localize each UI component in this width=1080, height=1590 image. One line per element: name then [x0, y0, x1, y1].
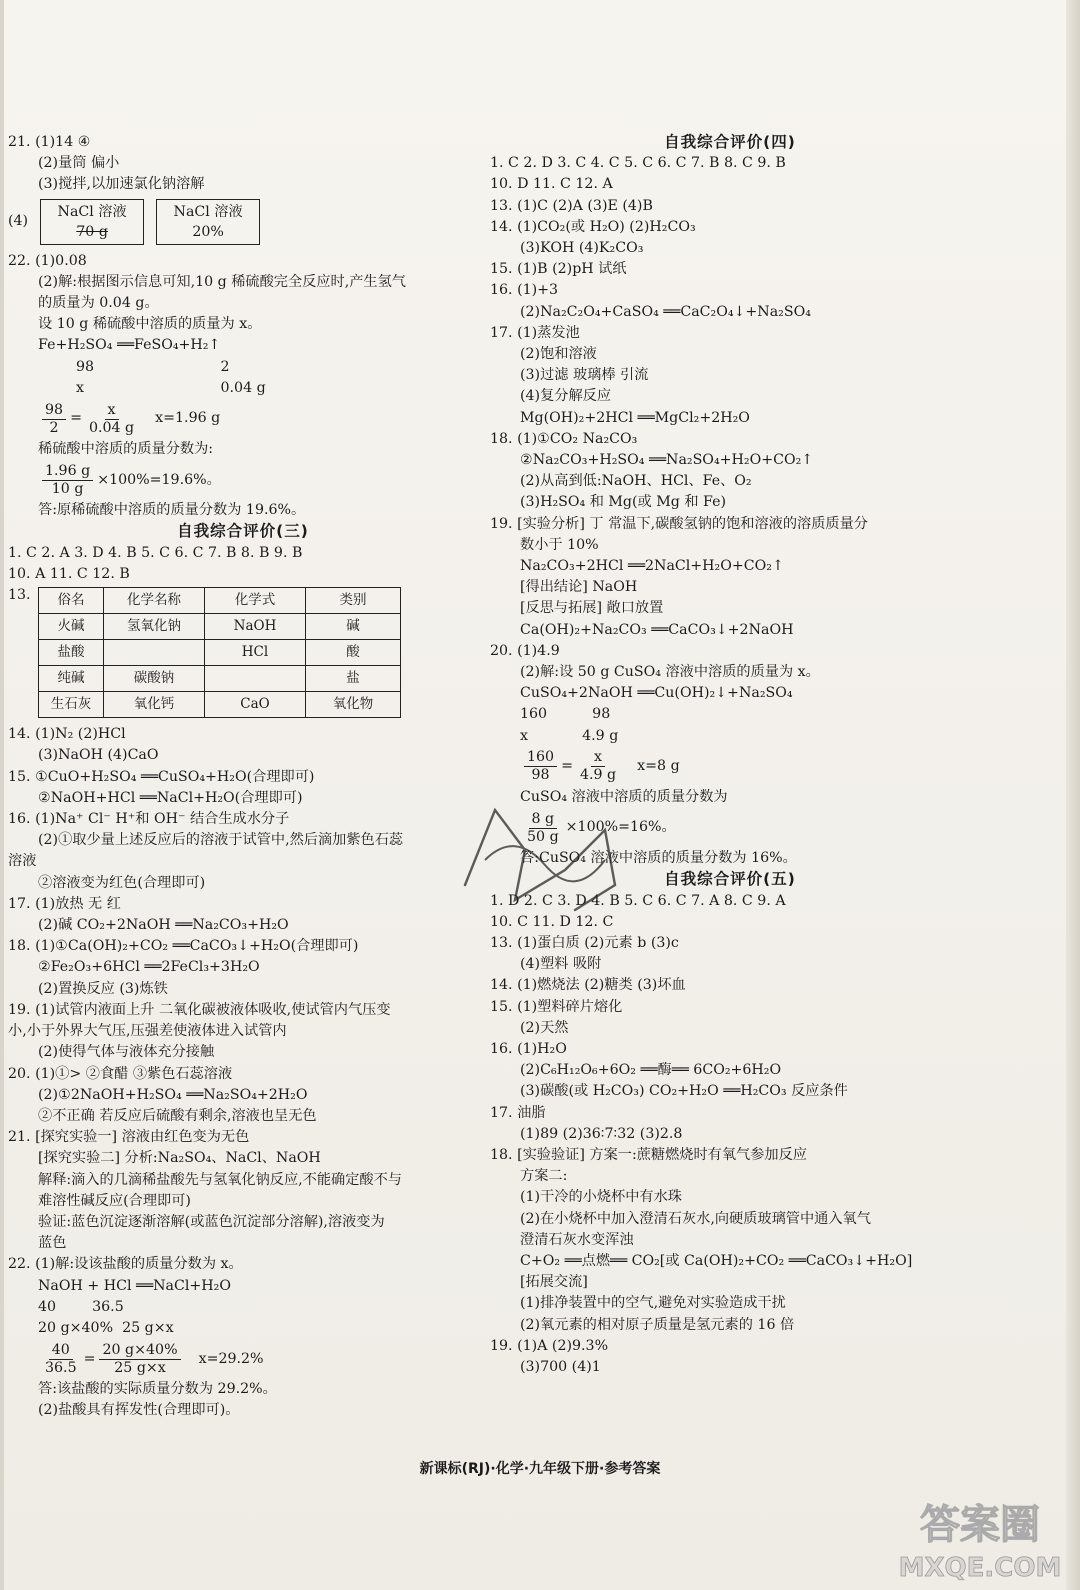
handwritten-stamp-icon	[455, 790, 625, 920]
percent-calc	[8, 460, 478, 500]
answer-line: 1. C 2. D 3. C 4. C 5. C 6. C 7. B 8. C 9. B	[490, 155, 786, 172]
box-top: NaCl 溶液	[57, 203, 127, 220]
page-edge-right	[1066, 0, 1080, 1590]
equation-line: (2)C₆H₁₂O₆+6O₂ ══酶══ 6CO₂+6H₂O	[520, 1062, 782, 1079]
answer-line: (2)①2NaOH+H₂SO₄ ══Na₂SO₄+2H₂O	[38, 1086, 308, 1103]
answer-line: (3)KOH (4)K₂CO₃	[520, 240, 644, 257]
table-header: 化学名称	[104, 588, 205, 614]
answer-line: (3)过滤 玻璃棒 引流	[520, 367, 649, 384]
answer-line: 15. (1)塑料碎片熔化	[490, 998, 623, 1015]
equals-sign: =	[561, 758, 573, 775]
table-cell: 碳酸钠	[104, 666, 205, 692]
answer-line: 验证:蓝色沉淀逐渐溶解(或蓝色沉淀部分溶解),溶液变为	[38, 1213, 385, 1230]
numerator: x	[105, 402, 119, 420]
answer-line: (3)碳酸(或 H₂CO₃) CO₂+H₂O ══H₂CO₃ 反应条件	[520, 1083, 848, 1100]
label-box-percent	[156, 199, 260, 245]
numerator: 20 g×40%	[99, 1342, 180, 1360]
box-top: NaCl 溶液	[173, 203, 243, 220]
proportion	[8, 1339, 478, 1379]
answer-line: ②不正确 若反应后硫酸有剩余,溶液也呈无色	[38, 1107, 317, 1124]
table-cell	[104, 640, 205, 666]
numerator: 98	[42, 402, 66, 420]
answer-line: (3)搅拌,以加速氯化钠溶解	[38, 176, 205, 193]
equation-line: Fe+H₂SO₄ ══FeSO₄+H₂↑	[38, 337, 221, 354]
answer-line: Ca(OH)₂+Na₂CO₃ ══CaCO₃↓+2NaOH	[520, 621, 794, 638]
answer-line: 14. (1)燃烧法 (2)糖类 (3)坏血	[490, 977, 686, 994]
numerator: x	[591, 749, 605, 767]
answer-line: 1. C 2. A 3. D 4. B 5. C 6. C 7. B 8. B 9. B	[8, 544, 303, 561]
table-cell: HCl	[205, 640, 306, 666]
answer-line: (2)使得气体与液体充分接触	[38, 1044, 215, 1061]
answer-line: (2)量筒 偏小	[38, 155, 120, 172]
table-cell: 盐	[306, 666, 401, 692]
table-header: 俗名	[39, 588, 104, 614]
answer-line: 18. [实验验证] 方案一:蔗糖燃烧时有氧气参加反应	[490, 1146, 807, 1163]
equation-line: NaOH + HCl ══NaCl+H₂O	[38, 1277, 231, 1294]
equals-sign: =	[83, 1350, 96, 1367]
answer-line: (2)从高到低:NaOH、HCl、Fe、O₂	[520, 473, 752, 490]
watermark-text: 答案圈	[920, 1502, 1040, 1548]
watermark-url: MXQE.COM	[898, 1553, 1062, 1583]
answer-line: (2)Na₂C₂O₄+CaSO₄ ══CaC₂O₄↓+Na₂SO₄	[520, 303, 811, 320]
equation-values: 40 36.5	[38, 1298, 124, 1315]
numerator: 1.96 g	[42, 463, 93, 481]
answer-line: [得出结论] NaOH	[520, 579, 638, 596]
proportion	[8, 399, 478, 439]
answer-line: 17. 油脂	[490, 1104, 546, 1121]
fraction	[42, 1342, 80, 1377]
answer-line: ②Fe₂O₃+6HCl ══2FeCl₃+3H₂O	[38, 959, 260, 976]
answer-line: 14. (1)CO₂(或 H₂O) (2)H₂CO₃	[490, 218, 696, 235]
result: ×100%=16%。	[565, 819, 676, 836]
left-column	[8, 132, 478, 1422]
right-column	[490, 132, 970, 1378]
answer-line: 15. (1)B (2)pH 试纸	[490, 261, 627, 278]
answer-line: (2)盐酸具有挥发性(合理即可)。	[38, 1402, 240, 1419]
numerator: 40	[49, 1342, 73, 1360]
table-cell: NaOH	[205, 614, 306, 640]
answer-line: 1. D 2. C 3. D 4. B 5. C 6. C 7. A 8. C 9. A	[490, 892, 786, 909]
answer-line: [拓展交流]	[520, 1274, 588, 1291]
page-footer: 新课标(RJ)·化学·九年级下册·参考答案	[419, 1461, 661, 1477]
table-cell	[205, 666, 306, 692]
answer-line: (2)置换反应 (3)炼铁	[38, 980, 168, 997]
answer-line: 18. (1)①CO₂ Na₂CO₃	[490, 430, 638, 447]
left-lines	[8, 724, 478, 1339]
answer-line: 17. (1)蒸发池	[490, 324, 580, 341]
answer-line: 答:原稀硫酸中溶质的质量分数为 19.6%。	[38, 502, 306, 519]
table-cell: 氧化物	[306, 692, 401, 718]
answer-line: 方案二:	[520, 1168, 568, 1185]
answer-line: (2)在小烧杯中加入澄清石灰水,向硬质玻璃管中通入氧气	[520, 1210, 871, 1227]
answer-line: 的质量为 0.04 g。	[38, 295, 159, 312]
denominator: 10 g	[51, 480, 84, 497]
fraction	[42, 463, 93, 498]
answer-line: 答:该盐酸的实际质量分数为 29.2%。	[38, 1381, 277, 1398]
equation-values: 20 g×40% 25 g×x	[38, 1319, 174, 1336]
table-row	[39, 692, 401, 718]
table-cell: 氢氧化钠	[104, 614, 205, 640]
answer-line: (2)饱和溶液	[520, 346, 597, 363]
answer-line: ②溶液变为红色(合理即可)	[38, 874, 206, 891]
fraction	[42, 402, 66, 437]
answer-line: 20. (1)4.9	[490, 642, 560, 659]
unknown-value: x	[76, 379, 85, 396]
answer-line: 答:CuSO₄ 溶液中溶质的质量分数为 16%。	[520, 850, 797, 867]
label-boxes	[8, 196, 478, 251]
answer-line: 16. (1)H₂O	[490, 1040, 567, 1057]
answer-line: 解释:滴入的几滴稀盐酸先与氢氧化钠反应,不能确定酸不与	[38, 1171, 402, 1188]
box-bottom: 70 g	[76, 223, 108, 240]
section-title: 自我综合评价(五)	[664, 870, 796, 889]
answer-line: 蓝色	[38, 1235, 67, 1252]
table-cell: 盐酸	[39, 640, 104, 666]
answer-line: (1)干冷的小烧杯中有水珠	[520, 1189, 682, 1206]
section-title: 自我综合评价(四)	[664, 133, 796, 151]
answer-line: 15. ①CuO+H₂SO₄ ══CuSO₄+H₂O(合理即可)	[8, 768, 315, 785]
answer-line: (2)解:根据图示信息可知,10 g 稀硫酸完全反应时,产生氢气	[38, 273, 406, 290]
result: x=1.96 g	[155, 410, 221, 427]
fraction	[577, 749, 619, 784]
answer-line: [探究实验二] 分析:Na₂SO₄、NaCl、NaOH	[38, 1150, 321, 1167]
answer-line: (2)解:设 50 g CuSO₄ 溶液中溶质的质量为 x。	[520, 664, 820, 681]
denominator: 4.9 g	[579, 767, 617, 784]
fraction	[99, 1342, 180, 1377]
equation-values	[8, 357, 478, 378]
answer-line: (1)排净装置中的空气,避免对实验造成干扰	[520, 1295, 786, 1312]
answer-line: 稀硫酸中溶质的质量分数为:	[38, 441, 214, 458]
answer-line: 22. (1)解:设该盐酸的质量分数为 x。	[8, 1256, 243, 1273]
answer-line: 溶液	[8, 853, 37, 870]
proportion	[490, 747, 970, 787]
denominator: 2	[49, 419, 59, 436]
result: x=29.2%	[198, 1350, 264, 1367]
page-edge-left	[0, 0, 4, 1590]
answer-line: 难溶性碱反应(合理即可)	[38, 1192, 191, 1209]
box-bottom: 20%	[192, 223, 224, 240]
answer-line: (3)700 (4)1	[520, 1358, 601, 1375]
answer-line: (2)氧元素的相对原子质量是氢元素的 16 倍	[520, 1316, 795, 1333]
answer-line: 19. [实验分析] 丁 常温下,碳酸氢钠的饱和溶液的溶质质量分	[490, 515, 868, 532]
numerator: 8 g	[529, 811, 558, 829]
table-row	[39, 640, 401, 666]
table-cell: 酸	[306, 640, 401, 666]
answer-line: 13. (1)C (2)A (3)E (4)B	[490, 197, 653, 214]
table-cell: 火碱	[39, 614, 104, 640]
answer-line: 19. (1)试管内液面上升 二氧化碳被液体吸收,使试管内气压变	[8, 1001, 391, 1018]
answer-line: (4)塑料 吸附	[520, 956, 602, 973]
answer-line: 20. (1)①> ②食醋 ③紫色石蕊溶液	[8, 1065, 233, 1082]
answer-line: (2)天然	[520, 1019, 569, 1036]
answer-line: 18. (1)①Ca(OH)₂+CO₂ ══CaCO₃↓+H₂O(合理即可)	[8, 938, 359, 955]
table-cell: 生石灰	[39, 692, 104, 718]
table-header-row	[39, 588, 401, 614]
molar-value: 2	[220, 358, 230, 375]
watermark-logo-icon	[885, 1488, 1075, 1584]
answer-line: 22. (1)0.08	[8, 252, 87, 269]
answer-line: ②Na₂CO₃+H₂SO₄ ══Na₂SO₄+H₂O+CO₂↑	[520, 452, 814, 469]
equation-values	[8, 378, 478, 399]
table-cell: 纯碱	[39, 666, 104, 692]
fraction	[524, 749, 557, 784]
answer-line: CuSO₄ 溶液中溶质的质量分数为	[520, 788, 728, 805]
equation-line: C+O₂ ══点燃══ CO₂[或 Ca(OH)₂+CO₂ ══CaCO₃↓+H₂O]	[520, 1252, 913, 1269]
answer-line: 16. (1)Na⁺ Cl⁻ H⁺和 OH⁻ 结合生成水分子	[8, 811, 290, 828]
equals-sign: =	[70, 410, 82, 427]
answer-line: 小,小于外界大气压,压强差使液体进入试管内	[8, 1023, 287, 1040]
answer-line: 数小于 10%	[520, 536, 599, 553]
answer-line: 13.	[8, 587, 31, 604]
answer-line: (3)H₂SO₄ 和 Mg(或 Mg 和 Fe)	[520, 494, 727, 511]
chem-table	[38, 587, 401, 718]
known-value: 0.04 g	[220, 379, 266, 396]
answer-line: (1)89 (2)36∶7∶32 (3)2.8	[520, 1125, 683, 1142]
answer-line: [反思与拓展] 敞口放置	[520, 600, 664, 617]
equation-values: x 4.9 g	[520, 727, 619, 744]
answer-prefix: (4)	[8, 213, 29, 229]
answer-line: (3)NaOH (4)CaO	[38, 747, 159, 764]
answer-line: 19. (1)A (2)9.3%	[490, 1337, 609, 1354]
answer-line: 10. D 11. C 12. A	[490, 176, 613, 193]
answer-line: 设 10 g 稀硫酸中溶质的质量为 x。	[38, 316, 262, 333]
answer-line: (2)①取少量上述反应后的溶液于试管中,然后滴加紫色石蕊	[38, 832, 404, 849]
answer-line: ②NaOH+HCl ══NaCl+H₂O(合理即可)	[38, 789, 303, 806]
table-cell: 碱	[306, 614, 401, 640]
denominator: 0.04 g	[88, 419, 135, 436]
molar-value: 98	[76, 358, 95, 375]
denominator: 98	[531, 767, 550, 784]
answer-line: (2)碱 CO₂+2NaOH ══Na₂CO₃+H₂O	[38, 917, 289, 934]
denominator: 50 g	[527, 828, 559, 845]
fraction	[86, 402, 137, 437]
denominator: 36.5	[45, 1359, 77, 1376]
result: x=8 g	[637, 758, 680, 775]
table-row	[39, 666, 401, 692]
answer-line: 澄清石灰水变浑浊	[520, 1231, 634, 1248]
answer-line: Na₂CO₃+2HCl ══2NaCl+H₂O+CO₂↑	[520, 558, 784, 575]
equation-values: 160 98	[520, 706, 611, 723]
answer-line: 21. (1)14 ④	[8, 134, 91, 150]
answer-line: 10. A 11. C 12. B	[8, 565, 130, 582]
answer-line: 16. (1)+3	[490, 282, 559, 299]
answer-line: 14. (1)N₂ (2)HCl	[8, 726, 126, 743]
table-row	[39, 614, 401, 640]
answer-line: Mg(OH)₂+2HCl ══MgCl₂+2H₂O	[520, 409, 750, 426]
answer-line: (4)复分解反应	[520, 388, 612, 405]
result: ×100%=19.6%。	[97, 471, 221, 488]
answer-line: 10. C 11. D 12. C	[490, 913, 614, 930]
answer-line: 17. (1)放热 无 红	[8, 895, 121, 912]
section-title: 自我综合评价(三)	[177, 522, 309, 541]
table-header: 类别	[306, 588, 401, 614]
table-header: 化学式	[205, 588, 306, 614]
equation-line: CuSO₄+2NaOH ══Cu(OH)₂↓+Na₂SO₄	[520, 685, 793, 702]
answer-line: 13. (1)蛋白质 (2)元素 b (3)c	[490, 934, 679, 951]
numerator: 160	[524, 749, 557, 767]
table-cell: CaO	[205, 692, 306, 718]
table-cell: 氧化钙	[104, 692, 205, 718]
denominator: 25 g×x	[114, 1359, 166, 1376]
label-box-mass	[40, 199, 144, 245]
answer-line: 21. [探究实验一] 溶液由红色变为无色	[8, 1129, 250, 1146]
